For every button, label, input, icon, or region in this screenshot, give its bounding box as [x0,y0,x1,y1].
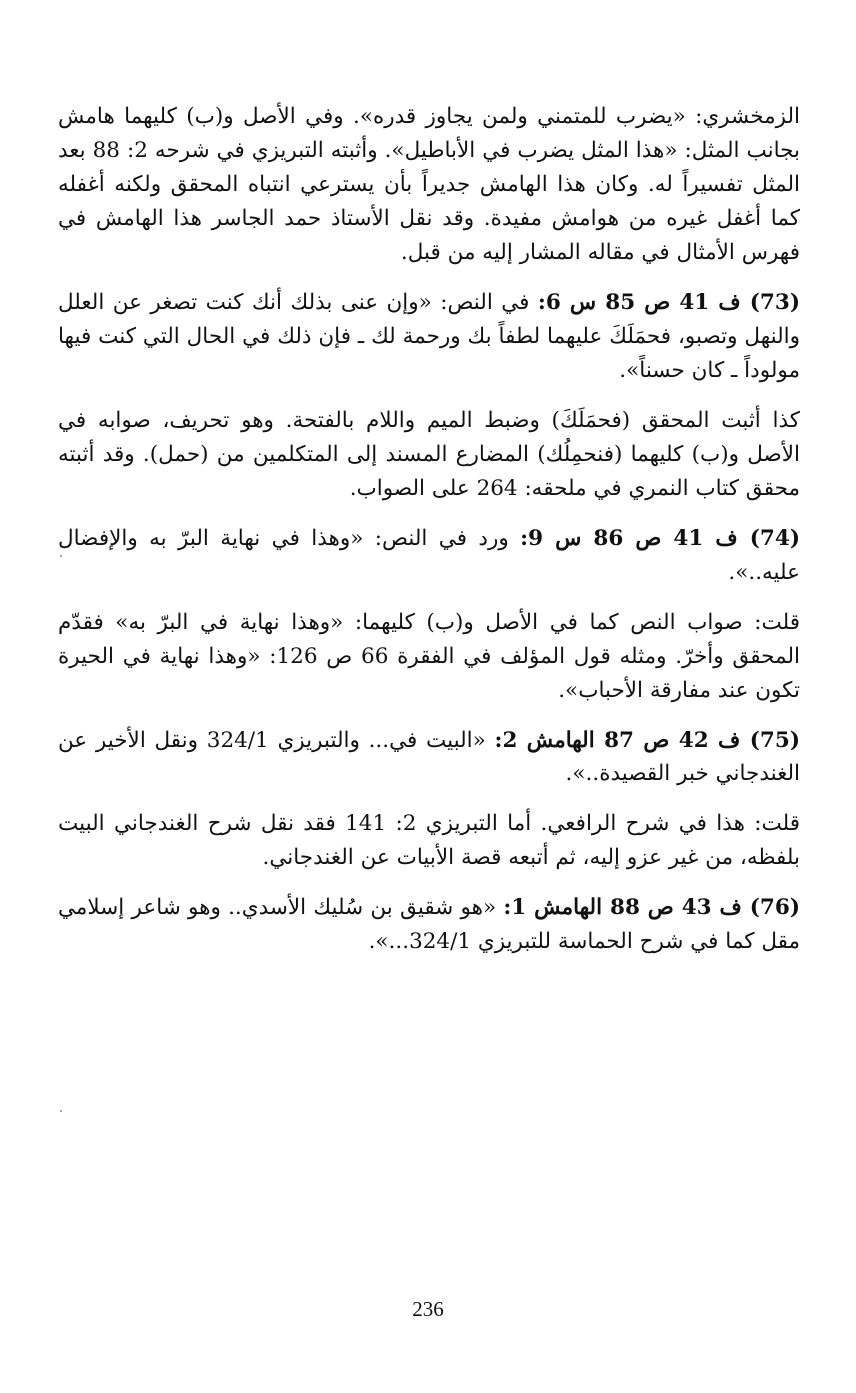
paragraph-text: في النص: «وإن عنى بذلك أنك كنت تصغر عن العلل والنهل وتصبو، فحمَلَكَ عليهما لطفاً بك ورحمة لك ـ فإن ذلك في الحال التي كنت فيها مولوداً ـ كان حسناً». [58,289,800,383]
scan-speck [60,1110,62,1112]
note-73 [58,286,800,388]
page-body [58,100,800,959]
note-reference: (76) ف 43 ص 88 الهامش 1: [503,895,800,921]
paragraph-text: قلت: هذا في شرح الرافعي. أما التبريزي 2: 141 فقد نقل شرح الغندجاني البيت بلفظه، من غير عزو إليه، ثم أتبعه قصة الأبيات عن الغندجاني. [58,811,801,871]
page-number: 236 [412,1297,444,1321]
note-74 [58,522,800,590]
paragraph-text: كذا أثبت المحقق (فحمَلَكَ) وضبط الميم واللام بالفتحة. وهو تحريف، صوابه في الأصل و(ب) كليهما (فنحمِلُك) المضارع المسند إلى المتكلمين من (حمل). وقد أثبته محقق كتاب النمري في ملحقه: 264 على الصواب. [58,407,800,501]
note-reference: (73) ف 41 ص 85 س 6: [537,289,800,315]
note-reference: (74) ف 41 ص 86 س 9: [520,525,801,551]
paragraph-text: قلت: صواب النص كما في الأصل و(ب) كليهما: «وهذا نهاية في البرّ به» فقدّم المحقق وأخرّ. ومثله قول المؤلف في الفقرة 66 ص 126: «وهذا نهاية في الحيرة تكون عند مفارقة الأحباب». [58,609,801,703]
paragraph-text: «البيت في... والتبريزي 324/1 ونقل الأخير عن الغندجاني خبر القصيدة..». [58,727,800,787]
note-reference: (75) ف 42 ص 87 الهامش 2: [494,727,800,753]
paragraph-text: الزمخشري: «يضرب للمتمني ولمن يجاوز قدره». وفي الأصل و(ب) كليهما هامش بجانب المثل: «هذا المثل يضرب في الأباطيل». وأثبته التبريزي في شرحه 2: 88 بعد المثل تفسيراً له. وكان هذا الهامش جديراً بأن يسترعي انتباه المحقق ولكنه أغفله كما أغفل غيره من هوامش مفيدة. وقد نقل الأستاذ حمد الجاسر هذا الهامش في فهرس الأمثال في مقاله المشار إليه من قبل. [58,104,800,265]
scan-speck [60,555,62,557]
note-74-comment [58,606,800,708]
note-75 [58,724,800,792]
note-76 [58,891,800,959]
note-73-comment [58,404,800,506]
paragraph-text: «هو شقيق بن سُليك الأسدي.. وهو شاعر إسلامي مقل كما في شرح الحماسة للتبريزي 324/1...». [58,895,800,955]
paragraph-text: ورد في النص: «وهذا في نهاية البرّ به والإفضال عليه..». [58,525,800,585]
note-75-comment [58,807,800,875]
paragraph-continuation [58,100,800,270]
